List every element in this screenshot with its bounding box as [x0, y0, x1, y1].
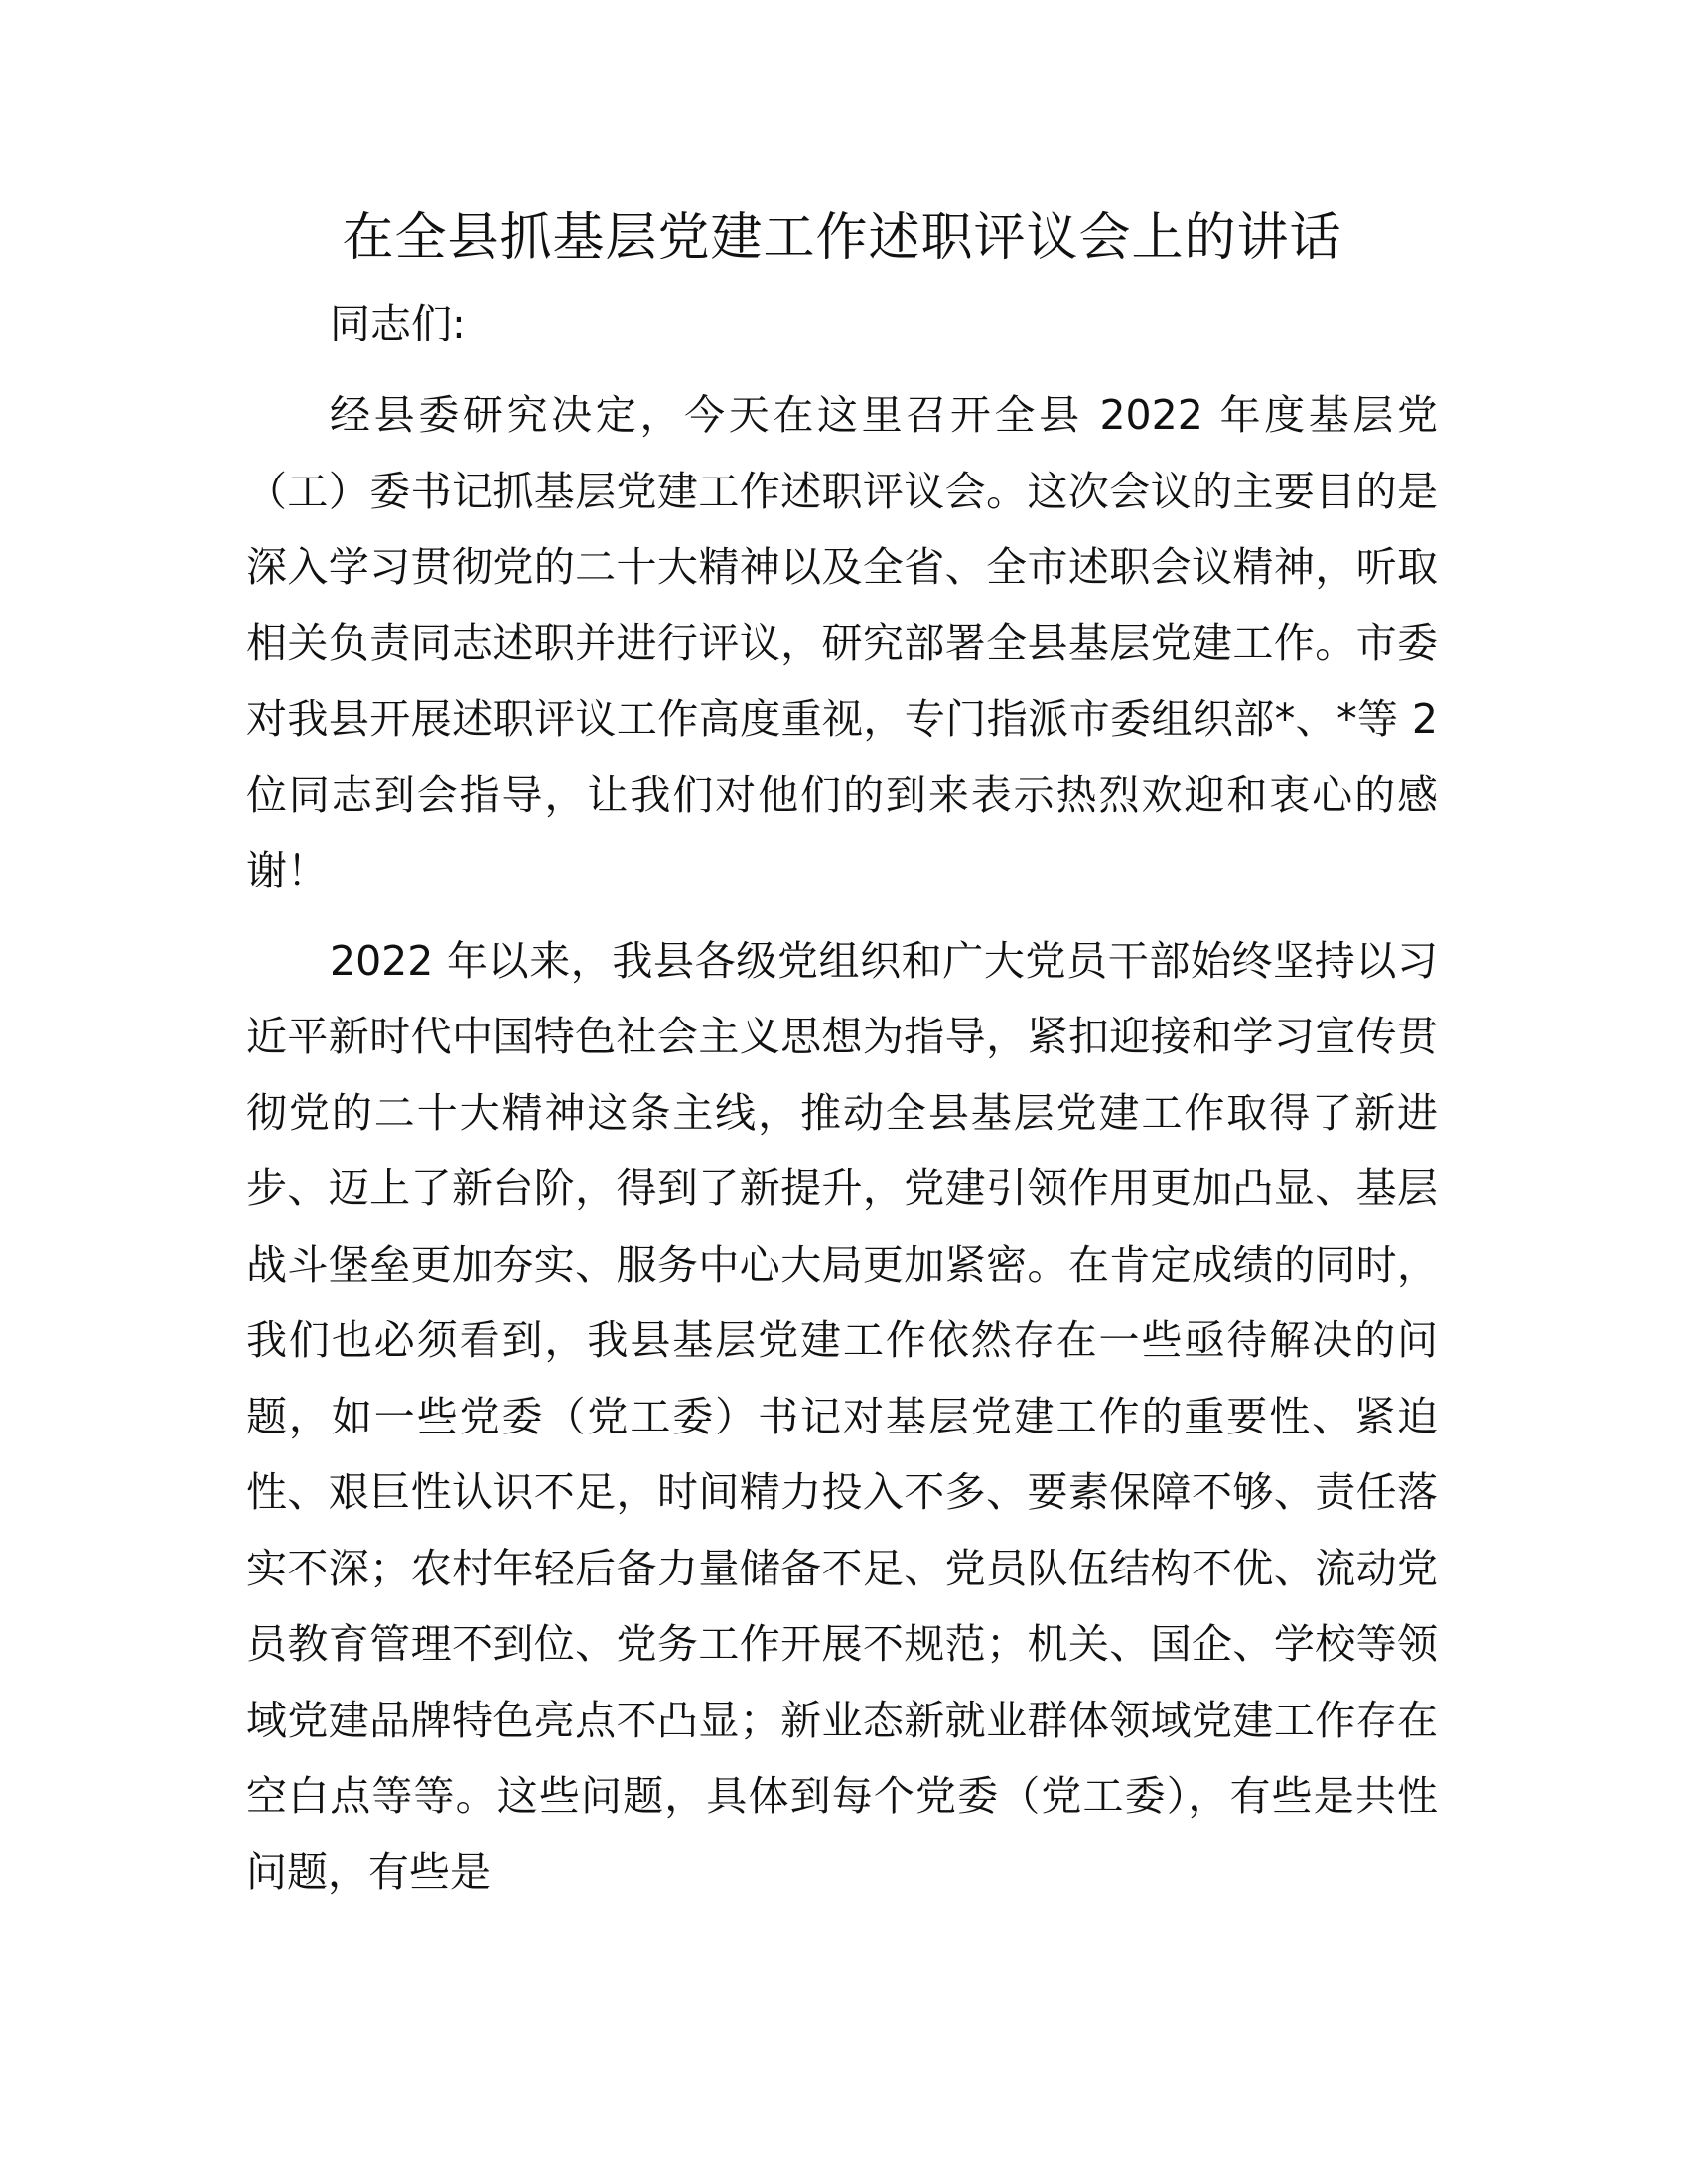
document-title: 在全县抓基层党建工作述职评议会上的讲话 — [342, 208, 1342, 268]
salutation: 同志们: — [330, 300, 466, 347]
paragraph-2: 2022 年以来，我县各级党组织和广大党员干部始终坚持以习近平新时代中国特色社会主义思想为指导，紧扣迎接和学习宣传贯彻党的二十大精神这条主线，推动全县基层党建工作取得了新进步、迈上了新台阶，得到了新提升，党建引领作用更加凸显、基层战斗堡垒更加夯实、服务中心大局更加紧密。在肯定成绩的同时，我们也必须看到，我县基层党建工作依然存在一些亟待解决的问题，如一些党委（党工委）书记对基层党建工作的重要性、紧迫性、艰巨性认识不足，时间精力投入不多、要素保障不够、责任落实不深；农村年轻后备力量储备不足、党员队伍结构不优、流动党员教育管理不到位、党务工作开展不规范；机关、国企、学校等领域党建品牌特色亮点不凸显；新业态新就业群体领域党建工作存在空白点等等。这些问题，具体到每个党委（党工委），有些是共性问题，有些是 — [246, 936, 1438, 1896]
document-page — [246, 199, 1438, 1910]
paragraph-1: 经县委研究决定，今天在这里召开全县 2022 年度基层党（工）委书记抓基层党建工作述职评议会。这次会议的主要目的是深入学习贯彻党的二十大精神以及全省、全市述职会议精神，听取相关负责同志述职并进行评议，研究部署全县基层党建工作。市委对我县开展述职评议工作高度重视，专门指派市委组织部*、*等 2 位同志到会指导，让我们对他们的到来表示热烈欢迎和衷心的感谢！ — [246, 391, 1438, 894]
